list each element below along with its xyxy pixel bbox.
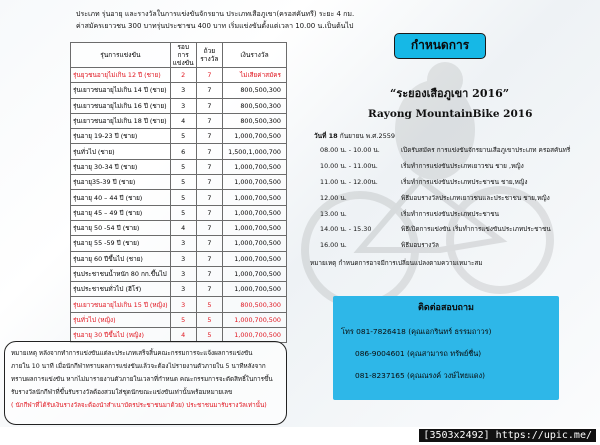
schedule-time: 13.00 น.: [320, 209, 347, 218]
schedule-event: พิธีมอบรางวัลประเภทเยาวชนและประชาชน ชาย,หญิง: [401, 193, 550, 202]
prize-cell: 1,500,1,000,700: [223, 144, 287, 159]
rounds-cell: 3: [170, 297, 196, 312]
note-line: หมายเหตุ หลังจากทำการแข่งขันแต่ละประเภทเสร็จสิ้นคณะกรรมการจะแจ้งผลการแข่งขัน: [11, 350, 253, 357]
table-row: [71, 159, 287, 174]
schedule-list: [320, 145, 590, 256]
table-row: [71, 83, 287, 98]
schedule-event: พิธีเปิดการแข่งขัน เริ่มทำการแข่งขันประเภทประชาชน: [401, 225, 551, 234]
table-row: [71, 175, 287, 190]
trophies-cell: 7: [196, 205, 222, 220]
prize-cell: 800,500,300: [223, 297, 287, 312]
category-cell: รุ่นอายุ 60 ปีขึ้นไป (ชาย): [71, 251, 171, 266]
rounds-cell: 4: [170, 220, 196, 235]
trophies-cell: 7: [196, 159, 222, 174]
prize-cell: 1,000,700,500: [223, 266, 287, 281]
trophies-cell: 7: [196, 68, 222, 83]
schedule-time: 16.00 น.: [320, 241, 347, 250]
prize-cell: 1,000,700,500: [223, 190, 287, 205]
intro-line: ค่าสมัครเยาวชน 300 บาทรุ่นประชาชน 400 บาท เริ่มแข่งขันตั้งแต่เวลา 10.00 น.เป็นต้นไป: [76, 22, 354, 30]
trophies-cell: 5: [196, 312, 222, 327]
table-row: [71, 129, 287, 144]
table-row: [71, 282, 287, 297]
rounds-cell: 4: [170, 328, 196, 343]
category-cell: รุ่นทั่วไป (หญิง): [71, 312, 171, 327]
schedule-event: เริ่มทำการแข่งขันประเภทประชาชน ชาย,หญิง: [401, 177, 528, 186]
contact-box: [333, 296, 559, 400]
trophies-cell: 5: [196, 328, 222, 343]
schedule-item: [320, 193, 590, 209]
note-line: ทราบผลการแข่งขัน หากไม่มารายงานตัวภายในเวลาที่กำหนด คณะกรรมการจะตัดสิทธิ์ในการขึ้น: [11, 376, 273, 383]
prize-cell: 1,000,700,500: [223, 175, 287, 190]
category-cell: รุ่นอายุ 30 ปีขึ้นไป (หญิง): [71, 328, 171, 343]
prize-cell: 1,000,700,500: [223, 282, 287, 297]
schedule-event: เริ่มทำการแข่งขันประเภทประชาชน: [401, 209, 499, 218]
category-cell: รุ่นอายุ 30-34 ปี (ชาย): [71, 159, 171, 174]
column-header-rounds: รอบการแข่งขัน: [170, 43, 196, 68]
trophies-cell: 7: [196, 236, 222, 251]
prize-cell: 1,000,700,500: [223, 251, 287, 266]
table-row: [71, 144, 287, 159]
schedule-item: [320, 240, 590, 256]
column-header-trophies: ถ้วยรางวัล: [196, 43, 222, 68]
prize-cell: 800,500,300: [223, 98, 287, 113]
event-title: “ระยองเสือภูเขา 2016”: [390, 87, 510, 100]
schedule-item: [320, 145, 590, 161]
category-cell: รุ่นเยาวชนอายุไม่เกิน 14 ปี (ชาย): [71, 83, 171, 98]
category-cell: รุ่นเยาวชนอายุไม่เกิน 18 ปี (ชาย): [71, 113, 171, 128]
table-row: [71, 98, 287, 113]
rounds-cell: 2: [170, 68, 196, 83]
category-cell: รุ่นประชาชนทั่วไป (ฮีโร่): [71, 282, 171, 297]
trophies-cell: 7: [196, 190, 222, 205]
table-row: [71, 68, 287, 83]
trophies-cell: 7: [196, 282, 222, 297]
schedule-time: 14.00 น. - 15.30: [320, 225, 372, 234]
table-row: [71, 251, 287, 266]
schedule-time: 12.00 น.: [320, 193, 347, 202]
prize-cell: 800,500,300: [223, 113, 287, 128]
prize-cell: 1,000,700,500: [223, 159, 287, 174]
prize-cell: 1,000,700,500: [223, 129, 287, 144]
trophies-cell: 7: [196, 144, 222, 159]
table-row: [71, 205, 287, 220]
category-cell: รุ่นอายุ 19-23 ปี (ชาย): [71, 129, 171, 144]
rounds-cell: 3: [170, 282, 196, 297]
schedule-heading-badge: กำหนดการ: [394, 33, 486, 59]
table-row: [71, 312, 287, 327]
contact-heading: ติดต่อสอบถาม: [418, 303, 474, 313]
column-header-category: รุ่นการแข่งขัน: [71, 43, 171, 68]
event-date: [314, 131, 395, 141]
category-cell: รุ่นอายุ35-39 ปี (ชาย): [71, 175, 171, 190]
trophies-cell: 7: [196, 98, 222, 113]
category-cell: รุ่นเยาวชนอายุไม่เกิน 15 ปี (หญิง): [71, 297, 171, 312]
schedule-item: [320, 177, 590, 193]
rounds-cell: 5: [170, 190, 196, 205]
category-cell: รุ่นยุวชนอายุไม่เกิน 12 ปี (ชาย): [71, 68, 171, 83]
table-row: [71, 113, 287, 128]
category-cell: รุ่นทั่วไป (ชาย): [71, 144, 171, 159]
trophies-cell: 7: [196, 220, 222, 235]
schedule-item: [320, 224, 590, 240]
rounds-cell: 5: [170, 159, 196, 174]
schedule-time: 10.00 น. - 11.00น.: [320, 161, 378, 170]
category-cell: รุ่นอายุ 45 – 49 ปี (ชาย): [71, 205, 171, 220]
prize-cell: 1,000,700,500: [223, 312, 287, 327]
schedule-time: 08.00 น. - 10.00 น.: [320, 146, 380, 154]
event-date-rest: กันยายน พ.ศ.2559: [339, 132, 396, 140]
rounds-cell: 3: [170, 83, 196, 98]
note-line: ภายใน 10 นาที เมื่อนักกีฬาทราบผลการแข่งขันแล้วจะต้องไปรายงานตัวภายใน 5 นาทีหลังจาก: [11, 363, 266, 370]
trophies-cell: 7: [196, 83, 222, 98]
rounds-cell: 3: [170, 236, 196, 251]
table-row: [71, 297, 287, 312]
event-date-label: วันที่ 18: [314, 132, 338, 140]
table-row: [71, 266, 287, 281]
trophies-cell: 7: [196, 129, 222, 144]
rounds-cell: 5: [170, 129, 196, 144]
table-row: [71, 190, 287, 205]
category-cell: รุ่นประชาชนน้ำหนัก 80 กก.ขึ้นไป: [71, 266, 171, 281]
note-line-highlight: ( นักกีฬาที่ได้รับเงินรางวัลจะต้องนำสำเนาบัตรประชาชนมาด้วย) ประชาชนมารับรางวัลเท่านั้น): [11, 402, 267, 409]
trophies-cell: 7: [196, 175, 222, 190]
intro-line: ประเภท รุ่นอายุ และรางวัลในการแข่งขันจักรยาน ประเภทเสือภูเขา(ครอสคันทรี) ระยะ 4 กม.: [76, 10, 355, 18]
prize-cell: 800,500,300: [223, 83, 287, 98]
trophies-cell: 7: [196, 266, 222, 281]
rounds-cell: 3: [170, 98, 196, 113]
schedule-event: พิธีมอบรางวัล: [401, 241, 439, 250]
schedule-event: เปิดรับสมัคร การแข่งขันจักรยานเสือภูเขาประเภท ครอสคันทรี่: [401, 146, 571, 154]
intro-text: [76, 8, 396, 32]
column-header-prize: เงินรางวัล: [223, 43, 287, 68]
watermark: [3503x2492] https://upic.me/: [419, 429, 596, 442]
prize-cell: 1,000,700,500: [223, 328, 287, 343]
notes-box: [4, 341, 287, 425]
schedule-item: [320, 161, 590, 177]
table-row: [71, 236, 287, 251]
rounds-cell: 5: [170, 175, 196, 190]
prize-cell: 1,000,700,500: [223, 236, 287, 251]
table-header-row: [71, 43, 287, 68]
rounds-cell: 5: [170, 205, 196, 220]
schedule-item: [320, 209, 590, 225]
category-prize-table: [70, 42, 287, 343]
table-row: [71, 220, 287, 235]
category-cell: รุ่นเยาวชนอายุไม่เกิน 16 ปี (ชาย): [71, 98, 171, 113]
prize-cell: ไม่เสียค่าสมัคร: [223, 68, 287, 83]
contact-phone-1: โทร 081-7826418 (คุณเอกรินทร์ ธรรมถาวร): [341, 327, 492, 336]
note-line: รับรางวัลนักกีฬาที่ขึ้นรับรางวัลต้องสวมใส่ชุดนักขณะแข่งขันเท่านั้นพร้อมหมายเลข: [11, 389, 233, 396]
prize-cell: 1,000,700,500: [223, 205, 287, 220]
rounds-cell: 4: [170, 113, 196, 128]
rounds-cell: 6: [170, 144, 196, 159]
event-subtitle: Rayong MountainBike 2016: [368, 108, 533, 120]
schedule-time: 11.00 น. - 12.00น.: [320, 177, 378, 186]
schedule-event: เริ่มทำการแข่งขันประเภทเยาวชน ชาย ,หญิง: [401, 161, 524, 170]
category-cell: รุ่นอายุ 55 -59 ปี (ชาย): [71, 236, 171, 251]
category-cell: รุ่นอายุ 50 -54 ปี (ชาย): [71, 220, 171, 235]
schedule-remark: หมายเหตุ กำหนดการอาจมีการเปลี่ยนแปลงตามความเหมาะสม: [310, 259, 483, 267]
prize-cell: 1,000,700,500: [223, 220, 287, 235]
rounds-cell: 3: [170, 251, 196, 266]
trophies-cell: 5: [196, 297, 222, 312]
contact-phone-3: 081-8237165 (คุณณรงค์ วงษ์ไทยแดง): [355, 371, 486, 380]
category-cell: รุ่นอายุ 40 – 44 ปี (ชาย): [71, 190, 171, 205]
rounds-cell: 3: [170, 266, 196, 281]
contact-phone-2: 086-9004601 (คุณสามารถ ทรัพย์ชื่น): [355, 349, 482, 358]
rounds-cell: 5: [170, 312, 196, 327]
trophies-cell: 7: [196, 251, 222, 266]
trophies-cell: 7: [196, 113, 222, 128]
